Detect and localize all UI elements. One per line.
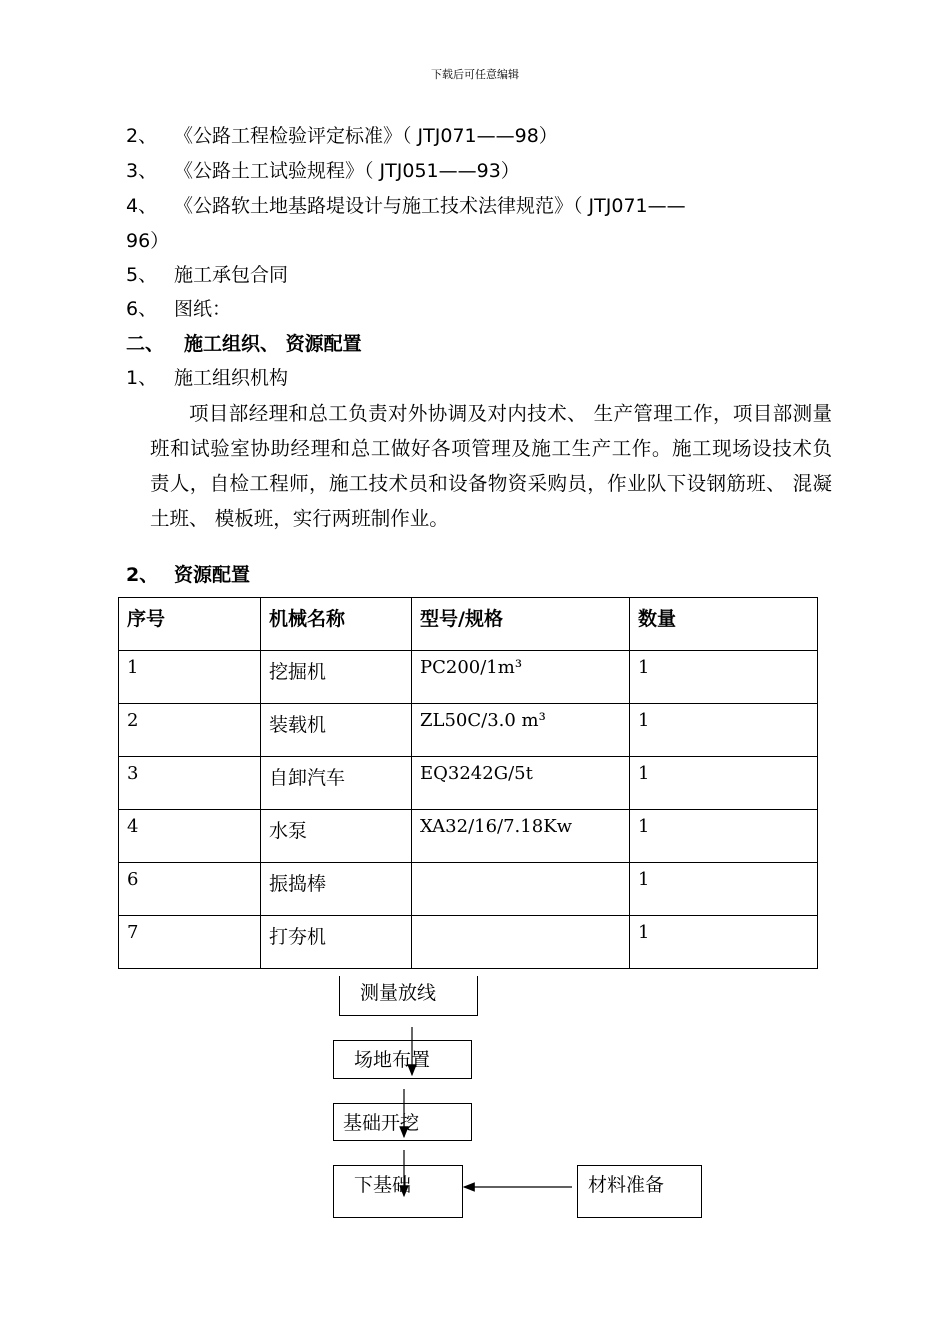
cell-index: 2 xyxy=(119,704,261,757)
cell-machine: 装载机 xyxy=(261,704,412,757)
ref-num: 3、 xyxy=(126,160,158,182)
ref-num: 5、 xyxy=(126,264,158,286)
ref-text: 图纸： xyxy=(174,298,232,320)
subsection-num: 1、 xyxy=(126,367,158,389)
ref-num: 2、 xyxy=(126,125,158,147)
cell-index: 4 xyxy=(119,810,261,863)
section-title: 施工组织、 资源配置 xyxy=(184,333,362,355)
cell-qty: 1 xyxy=(630,757,818,810)
ref-text: 施工承包合同 xyxy=(174,264,289,286)
ref-text: 96） xyxy=(126,230,170,252)
cell-model: EQ3242G/5t xyxy=(412,757,630,810)
flow-step-label: 基础开挖 xyxy=(343,1112,420,1134)
ref-num: 4、 xyxy=(126,195,158,217)
subsection-num: 2、 xyxy=(126,564,159,586)
cell-machine: 挖掘机 xyxy=(261,651,412,704)
header-cell: 型号/规格 xyxy=(412,598,630,651)
flow-step-label: 场地布置 xyxy=(354,1049,431,1071)
cell-machine: 打夯机 xyxy=(261,916,412,969)
cell-qty: 1 xyxy=(630,810,818,863)
ref-text: 《公路工程检验评定标准》（ JTJ071——98） xyxy=(174,125,558,147)
cell-index: 1 xyxy=(119,651,261,704)
ref-num: 6、 xyxy=(126,298,158,320)
section-num: 二、 xyxy=(126,333,165,355)
cell-machine: 振捣棒 xyxy=(261,863,412,916)
cell-qty: 1 xyxy=(630,863,818,916)
cell-machine: 水泵 xyxy=(261,810,412,863)
cell-qty: 1 xyxy=(630,651,818,704)
cell-model: PC200/1m³ xyxy=(412,651,630,704)
header-cell: 数量 xyxy=(630,598,818,651)
flow-step-label: 下基础 xyxy=(354,1174,412,1196)
page-header: 下载后可任意编辑 xyxy=(431,68,519,81)
cell-qty: 1 xyxy=(630,916,818,969)
subsection-title: 施工组织机构 xyxy=(174,367,289,389)
org-paragraph: 项目部经理和总工负责对外协调及对内技术、 生产管理工作，项目部测量班和试验室协助经理和总工做好各项管理及施工生产工作。施工现场设技术负责人，自检工程师，施工技术员和设备物资采购员，作业队下设钢筋班、 混凝土班、 模板班，实行两班制作业。 xyxy=(150,402,832,530)
ref-text: 《公路土工试验规程》（ JTJ051——93） xyxy=(174,160,520,182)
header-cell: 序号 xyxy=(119,598,261,651)
cell-machine: 自卸汽车 xyxy=(261,757,412,810)
flow-step-label: 测量放线 xyxy=(360,982,437,1004)
cell-index: 3 xyxy=(119,757,261,810)
flow-step-label: 材料准备 xyxy=(588,1174,665,1196)
cell-index: 6 xyxy=(119,863,261,916)
cell-qty: 1 xyxy=(630,704,818,757)
cell-model: ZL50C/3.0 m³ xyxy=(412,704,630,757)
cell-model: XA32/16/7.18Kw xyxy=(412,810,630,863)
subsection-title: 资源配置 xyxy=(174,564,251,586)
header-cell: 机械名称 xyxy=(261,598,412,651)
ref-text: 《公路软土地基路堤设计与施工技术法律规范》（ JTJ071—— xyxy=(174,195,686,217)
cell-index: 7 xyxy=(119,916,261,969)
